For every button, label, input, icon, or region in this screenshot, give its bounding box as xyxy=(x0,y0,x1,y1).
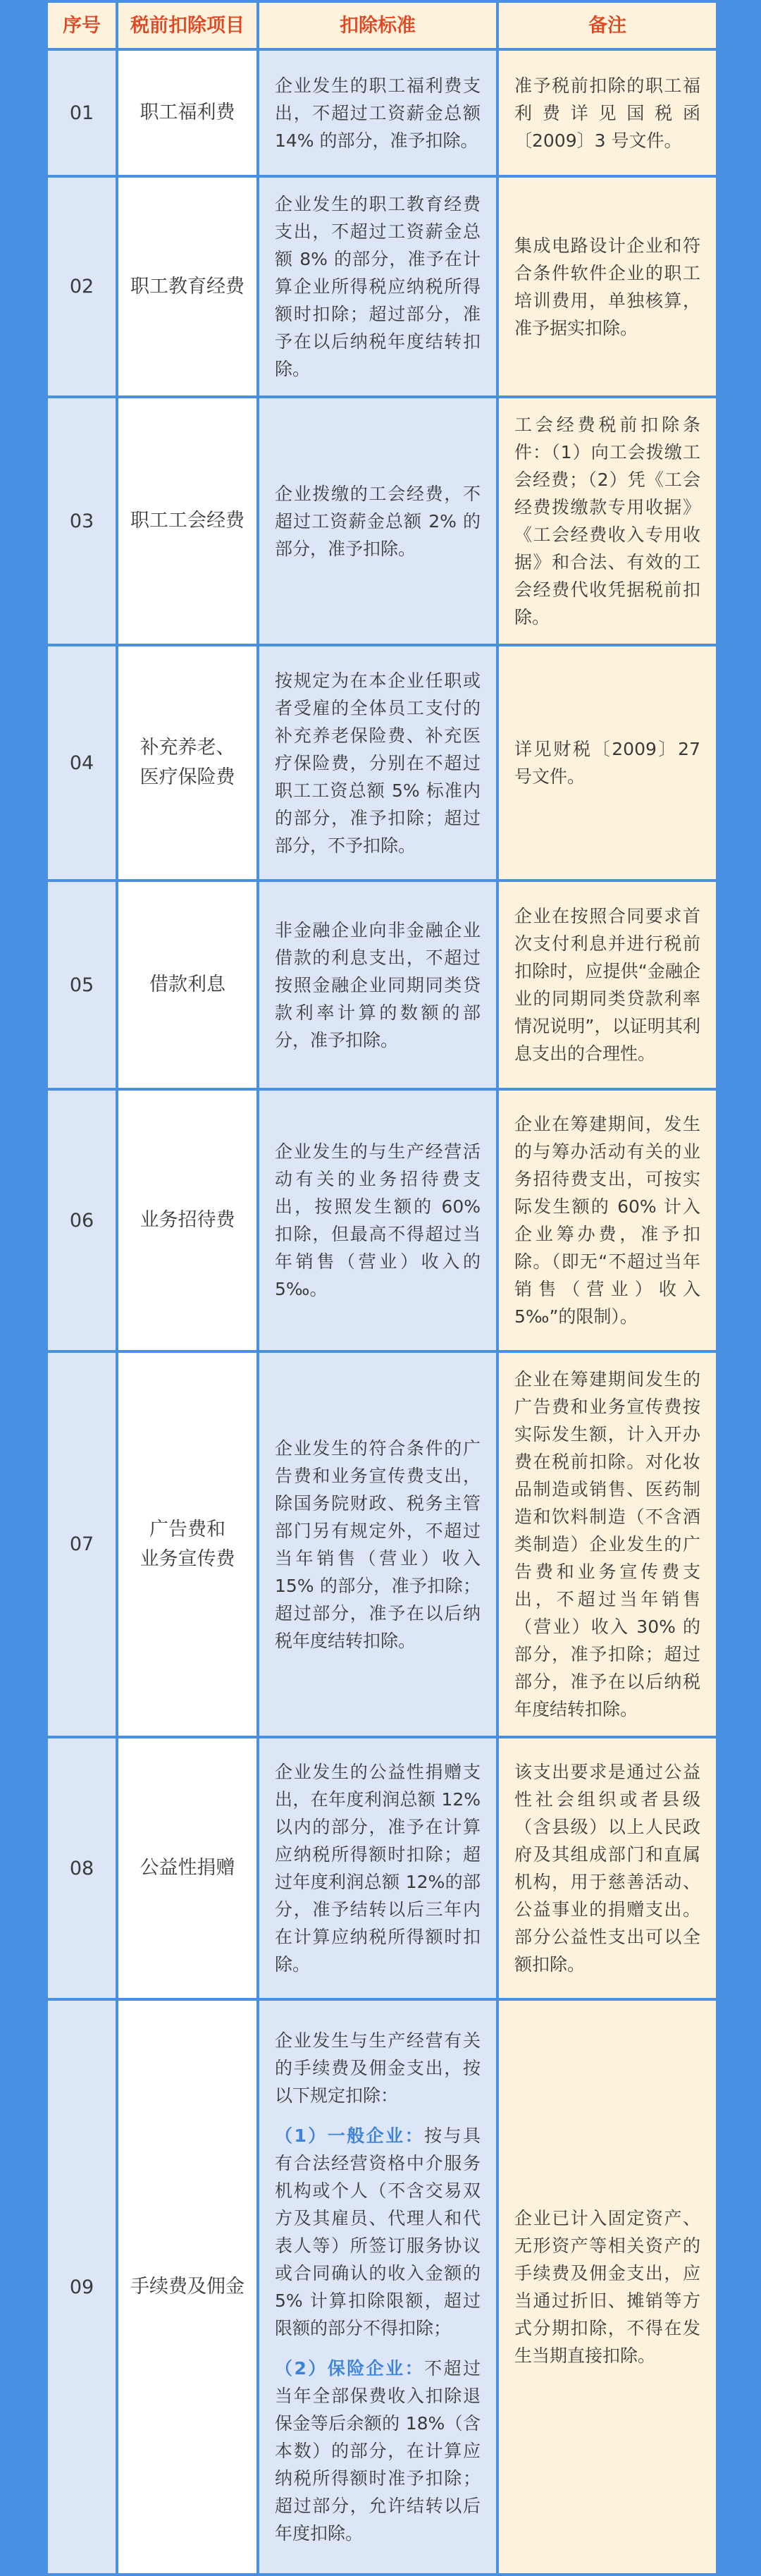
row-note: 企业已计入固定资产、无形资产等相关资产的手续费及佣金支出，应当通过折旧、摊销等方式分期扣除，不得在发生当期直接扣除。 xyxy=(497,1999,717,2575)
row-standard: 企业发生的公益性捐赠支出，在年度利润总额 12% 以内的部分，准予在计算应纳税所得额时扣除；超过年度利润总额 12%的部分，准予结转以后三年内在计算应纳税所得额时扣除。 xyxy=(258,1737,497,1999)
table-row xyxy=(47,645,717,881)
row-note: 集成电路设计企业和符合条件软件企业的职工培训费用，单独核算，准予据实扣除。 xyxy=(497,176,717,397)
row-item-line: 补充养老、 xyxy=(140,737,235,759)
row-note: 企业在筹建期间，发生的与筹办活动有关的业务招待费支出，可按实际发生额的 60% 计入企业筹办费，准予扣除。（即无“不超过当年销售（营业）收入 5‰”的限制）。 xyxy=(497,1089,717,1351)
row-item-line: 广告费和 xyxy=(149,1518,225,1540)
table-row xyxy=(47,1089,717,1351)
row-note: 工会经费税前扣除条件：（1）向工会拨缴工会经费；（2）凭《工会经费拨缴款专用收据》《工会经费收入专用收据》和合法、有效的工会经费代收凭据税前扣除。 xyxy=(497,397,717,645)
row-note: 准予税前扣除的职工福利费详见国税函〔2009〕3 号文件。 xyxy=(497,49,717,176)
standard-insurance-enterprise xyxy=(275,2355,481,2547)
row-standard: 非金融企业向非金融企业借款的利息支出，不超过按照金融企业同期同类贷款利率计算的数额的部分，准予扣除。 xyxy=(258,881,497,1089)
row-note: 企业在按照合同要求首次支付利息并进行税前扣除时，应提供“金融企业的同期同类贷款利率情况说明”，以证明其利息支出的合理性。 xyxy=(497,881,717,1089)
row-no: 07 xyxy=(47,1351,117,1737)
table-row xyxy=(47,397,717,645)
row-standard xyxy=(258,1999,497,2575)
row-item: 公益性捐赠 xyxy=(117,1737,258,1999)
standard-sub-text: 不超过当年全部保费收入扣除退保金等后余额的 18%（含本数）的部分，在计算应纳税所得额时准予扣除；超过部分，允许结转以后年度扣除。 xyxy=(275,2358,481,2544)
row-standard: 企业发生的与生产经营活动有关的业务招待费支出，按照发生额的 60% 扣除，但最高不得超过当年销售（营业）收入的 5‰。 xyxy=(258,1089,497,1351)
row-note: 该支出要求是通过公益性社会组织或者县级（含县级）以上人民政府及其组成部门和直属机构，用于慈善活动、公益事业的捐赠支出。部分公益性支出可以全额扣除。 xyxy=(497,1737,717,1999)
standard-intro: 企业发生与生产经营有关的手续费及佣金支出，按以下规定扣除： xyxy=(275,2030,481,2106)
deduction-table-frame xyxy=(45,0,716,2544)
standard-sub-title: （2）保险企业： xyxy=(275,2358,425,2379)
table-header-row xyxy=(47,1,717,49)
row-standard: 企业拨缴的工会经费，不超过工资薪金总额 2% 的部分，准予扣除。 xyxy=(258,397,497,645)
header-note: 备注 xyxy=(497,1,717,49)
row-item: 职工工会经费 xyxy=(117,397,258,645)
table-row xyxy=(47,881,717,1089)
table-row xyxy=(47,1737,717,1999)
row-item: 职工教育经费 xyxy=(117,176,258,397)
row-no: 04 xyxy=(47,645,117,881)
row-item: 借款利息 xyxy=(117,881,258,1089)
row-standard: 按规定为在本企业任职或者受雇的全体员工支付的补充养老保险费、补充医疗保险费，分别在不超过职工工资总额 5% 标准内的部分，准予扣除；超过部分，不予扣除。 xyxy=(258,645,497,881)
row-standard: 企业发生的符合条件的广告费和业务宣传费支出，除国务院财政、税务主管部门另有规定外，不超过当年销售（营业）收入 15% 的部分，准予扣除；超过部分，准予在以后纳税年度结转扣除。 xyxy=(258,1351,497,1737)
row-standard: 企业发生的职工福利费支出，不超过工资薪金总额 14% 的部分，准予扣除。 xyxy=(258,49,497,176)
standard-sub-title: （1）一般企业： xyxy=(275,2126,425,2146)
row-item-line: 医疗保险费 xyxy=(140,766,235,788)
row-item: 手续费及佣金 xyxy=(117,1999,258,2575)
table-row xyxy=(47,1999,717,2575)
row-no: 09 xyxy=(47,1999,117,2575)
table-row xyxy=(47,49,717,176)
row-no: 02 xyxy=(47,176,117,397)
row-item xyxy=(117,645,258,881)
row-item-line: 业务宣传费 xyxy=(140,1547,235,1570)
row-item xyxy=(117,1351,258,1737)
standard-sub-text: 按与具有合法经营资格中介服务机构或个人（不含交易双方及其雇员、代理人和代表人等）所签订服务协议或合同确认的收入金额的 5% 计算扣除限额，超过限额的部分不得扣除； xyxy=(275,2126,481,2338)
row-no: 01 xyxy=(47,49,117,176)
row-item: 业务招待费 xyxy=(117,1089,258,1351)
row-item: 职工福利费 xyxy=(117,49,258,176)
standard-general-enterprise xyxy=(275,2122,481,2342)
row-no: 03 xyxy=(47,397,117,645)
table-row xyxy=(47,176,717,397)
row-note: 企业在筹建期间发生的广告费和业务宣传费按实际发生额，计入开办费在税前扣除。对化妆品制造或销售、医药制造和饮料制造（不含酒类制造）企业发生的广告费和业务宣传费支出，不超过当年销售（营业）收入 30% 的部分，准予扣除；超过部分，准予在以后纳税年度结转扣除。 xyxy=(497,1351,717,1737)
row-no: 06 xyxy=(47,1089,117,1351)
row-no: 08 xyxy=(47,1737,117,1999)
row-note: 详见财税〔2009〕27 号文件。 xyxy=(497,645,717,881)
table-row xyxy=(47,1351,717,1737)
row-standard: 企业发生的职工教育经费支出，不超过工资薪金总额 8% 的部分，准予在计算企业所得税应纳税所得额时扣除；超过部分，准予在以后纳税年度结转扣除。 xyxy=(258,176,497,397)
deduction-table xyxy=(45,0,719,2576)
header-no: 序号 xyxy=(47,1,117,49)
header-standard: 扣除标准 xyxy=(258,1,497,49)
header-item: 税前扣除项目 xyxy=(117,1,258,49)
row-no: 05 xyxy=(47,881,117,1089)
